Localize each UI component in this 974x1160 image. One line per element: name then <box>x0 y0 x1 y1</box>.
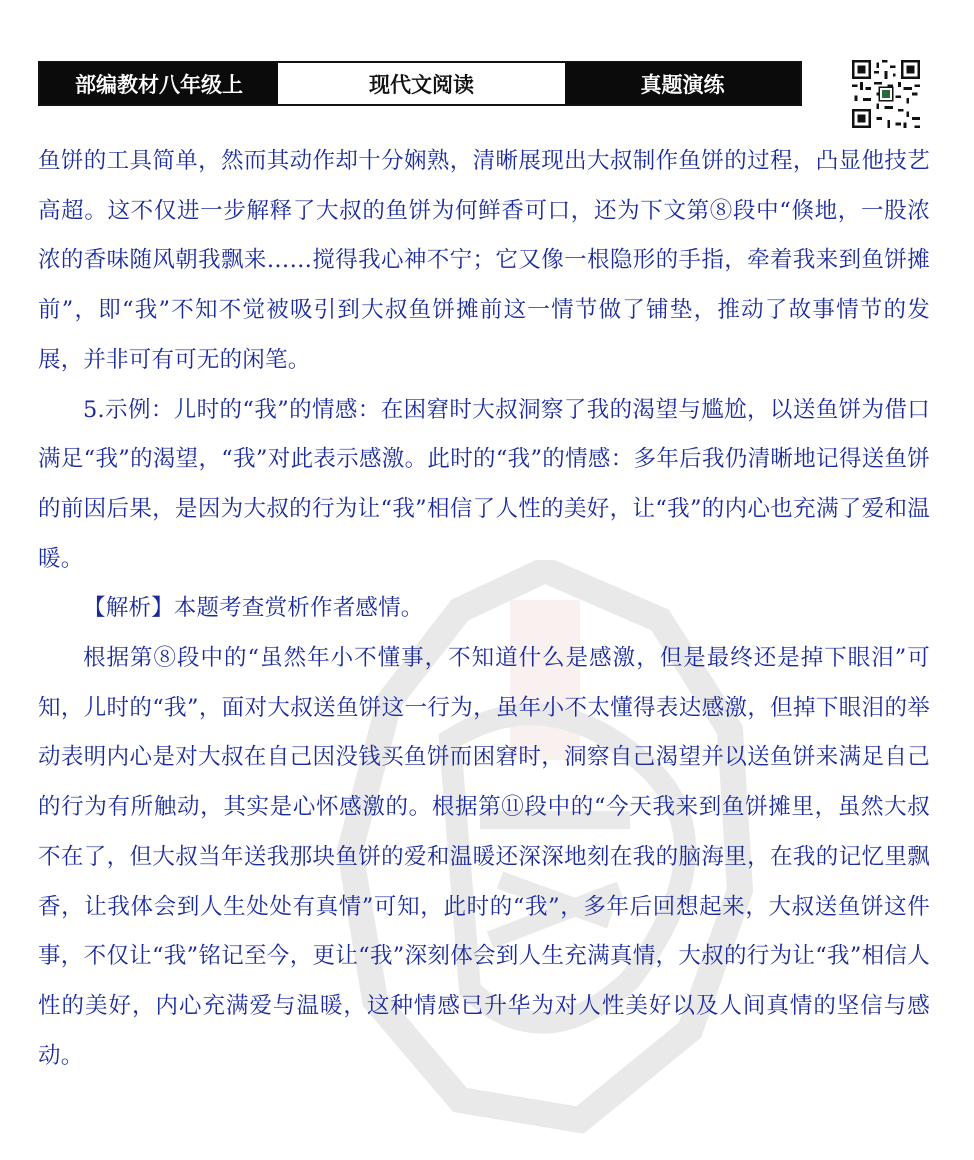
paragraph-continuation: 鱼饼的工具简单，然而其动作却十分娴熟，清晰展现出大叔制作鱼饼的过程，凸显他技艺高超。这不仅进一步解释了大叔的鱼饼为何鲜香可口，还为下文第⑧段中“倏地，一股浓浓的香味随风朝我飘来……搅得我心神不宁；它又像一根隐形的手指，牵着我来到鱼饼摊前”，即“我”不知不觉被吸引到大叔鱼饼摊前这一情节做了铺垫，推动了故事情节的发展，并非可有可无的闲笔。 <box>38 148 930 373</box>
header-section-label: 现代文阅读 <box>278 63 565 104</box>
answer-content <box>38 137 930 1081</box>
header-practice-label: 真题演练 <box>565 63 800 104</box>
header-bar <box>38 61 802 106</box>
paragraph-analysis-body: 根据第⑧段中的“虽然年小不懂事，不知道什么是感激，但是最终还是掉下眼泪”可知，儿时的“我”，面对大叔送鱼饼这一行为，虽年小不太懂得表达感激，但掉下眼泪的举动表明内心是对大叔在自己因没钱买鱼饼而困窘时，洞察自己渴望并以送鱼饼来满足自己的行为有所触动，其实是心怀感激的。根据第⑪段中的“今天我来到鱼饼摊里，虽然大叔不在了，但大叔当年送我那块鱼饼的爱和温暖还深深地刻在我的脑海里，在我的记忆里飘香，让我体会到人生处处有真情”可知，此时的“我”，多年后回想起来，大叔送鱼饼这件事，不仅让“我”铭记至今，更让“我”深刻体会到人生充满真情，大叔的行为让“我”相信人性的美好，内心充满爱与温暖，这种情感已升华为对人性美好以及人间真情的坚信与感动。 <box>38 645 930 1069</box>
header-textbook-label: 部编教材八年级上 <box>40 63 278 104</box>
qr-code-icon <box>852 60 920 128</box>
paragraph-analysis-heading: 【解析】本题考查赏析作者感情。 <box>83 595 424 622</box>
paragraph-answer-5: 5.示例：儿时的“我”的情感：在困窘时大叔洞察了我的渴望与尴尬，以送鱼饼为借口满足“我”的渴望，“我”对此表示感激。此时的“我”的情感：多年后我仍清晰地记得送鱼饼的前因后果，是因为大叔的行为让“我”相信了人性的美好，让“我”的内心也充满了爱和温暖。 <box>38 396 930 572</box>
